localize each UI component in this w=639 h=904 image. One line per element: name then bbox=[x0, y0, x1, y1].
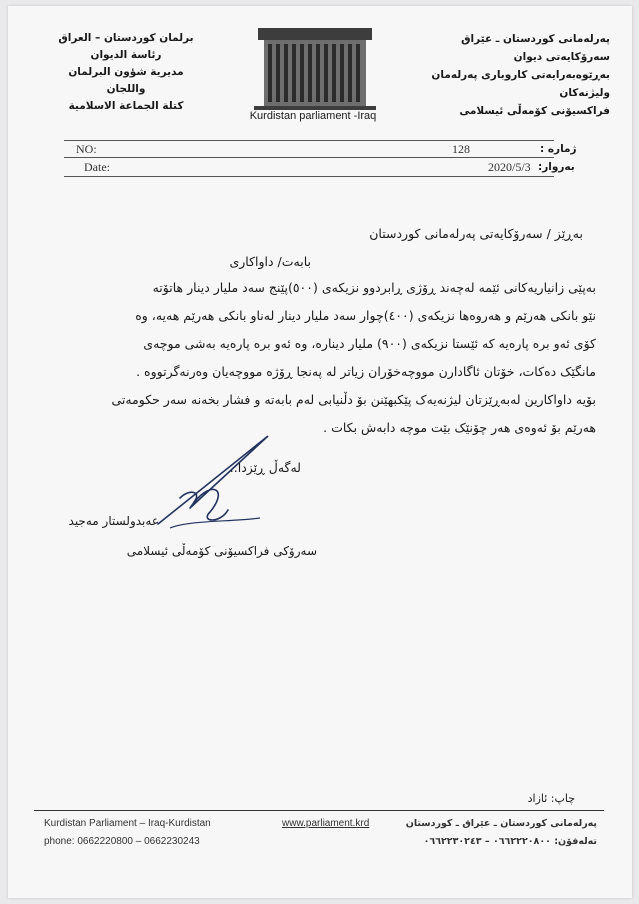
logo-caption: Kurdistan parliament -Iraq bbox=[249, 110, 377, 122]
signature bbox=[150, 428, 280, 538]
body-line: نێو بانکی هەرێم و هەروەها نزیکەی (٤٠٠)چوار سەد ملیار دینار لەناو بانکی هەرێم هەیە، وە bbox=[135, 308, 596, 323]
kurdish-letterhead-line: پەرلەمانی کوردستان ـ عێراق bbox=[461, 33, 610, 45]
header-rule-top bbox=[64, 140, 554, 141]
date-value: 2020/5/3 bbox=[488, 160, 531, 174]
kurdish-letterhead-line: بەڕێوەبەرایەتی کاروباری پەرلەمان ولیژنەکان bbox=[431, 69, 610, 99]
body-line: کۆی ئەو برە پارەیە کە ئێستا نزیکەی (٩٠٠) ملیار دینارە، وە ئەو برە پارەیە بەشی موچەی bbox=[143, 336, 596, 351]
letter-body bbox=[56, 274, 596, 442]
body-line: بۆیە داواکارین لەبەڕێزتان لیژنەیەک پێکبهێنن بۆ دڵنیابی لەم بابەتە و فشار بخەنە سەر حکومەتی bbox=[111, 392, 596, 407]
kurdish-letterhead-line: سەرۆکایەتی دیوان bbox=[513, 51, 610, 63]
parliament-building-logo bbox=[250, 24, 380, 124]
number-label-kurdish: ژمارە : bbox=[540, 143, 577, 155]
header-rule-middle bbox=[64, 157, 554, 158]
closing: لەگەڵ ڕێزدا.. bbox=[229, 460, 301, 475]
date-label: Date: bbox=[84, 160, 110, 174]
body-line: بەپێی زانیاریەکانی ئێمە لەچەند ڕۆژی ڕابردوو نزیکەی (٥٠٠)پێنج سەد ملیار دینار هاتۆتە bbox=[152, 280, 596, 295]
footer-org-kurdish: پەرلەمانی کوردستان ـ عێراق ـ کوردستان bbox=[405, 818, 597, 829]
footer-phone-kurdish: تەلەفۆن: ٠٦٦٢٢٢٠٨٠٠ – ٠٦٦٢٢٣٠٢٤٣ bbox=[423, 836, 597, 847]
body-line: مانگێک دەکات، خۆتان ئاگادارن مووچەخۆران زیاتر لە پەنجا ڕۆژە مووچەیان وەرنەگرتووە . bbox=[136, 364, 596, 379]
footer-phone-english: phone: 0662220800 – 0662230243 bbox=[44, 836, 200, 847]
kurdish-letterhead-line: فراكسیۆنی كۆمەڵی ئیسلامی bbox=[459, 105, 610, 117]
number-label: NO: bbox=[76, 142, 97, 156]
arabic-letterhead-line: برلمان كوردستان – العراق bbox=[58, 32, 194, 44]
arabic-letterhead-line: مديرية شؤون البرلمان واللجان bbox=[68, 66, 184, 95]
arabic-letterhead-line: رئاسة الديوان bbox=[90, 49, 162, 61]
salutation: بەڕێز / سەرۆکایەتی پەرلەمانی کوردستان bbox=[369, 226, 583, 241]
arabic-letterhead bbox=[56, 30, 196, 115]
number-value: 128 bbox=[452, 142, 470, 156]
footer-org-english: Kurdistan Parliament – Iraq-Kurdistan bbox=[44, 818, 211, 829]
kurdish-letterhead bbox=[420, 30, 610, 120]
copy-note: چاپ: ئازاد bbox=[527, 792, 575, 805]
footer-rule bbox=[34, 810, 604, 811]
header-rule-bottom bbox=[64, 176, 554, 177]
subject: بابەت/ داواکاری bbox=[229, 254, 311, 269]
footer-website-link[interactable]: www.parliament.krd bbox=[282, 818, 370, 829]
date-label-kurdish: بەروار: bbox=[538, 161, 575, 173]
signer-name: عەبدولستار مەجید bbox=[68, 514, 159, 528]
signer-title: سەرۆکی فراکسیۆنی کۆمەڵی ئیسلامی bbox=[126, 544, 317, 558]
body-line: هەرێم بۆ ئەوەی هەر چۆنێک بێت موچە دابەش بکات . bbox=[323, 420, 596, 435]
arabic-letterhead-line: كتلة الجماعة الاسلامية bbox=[68, 100, 184, 112]
